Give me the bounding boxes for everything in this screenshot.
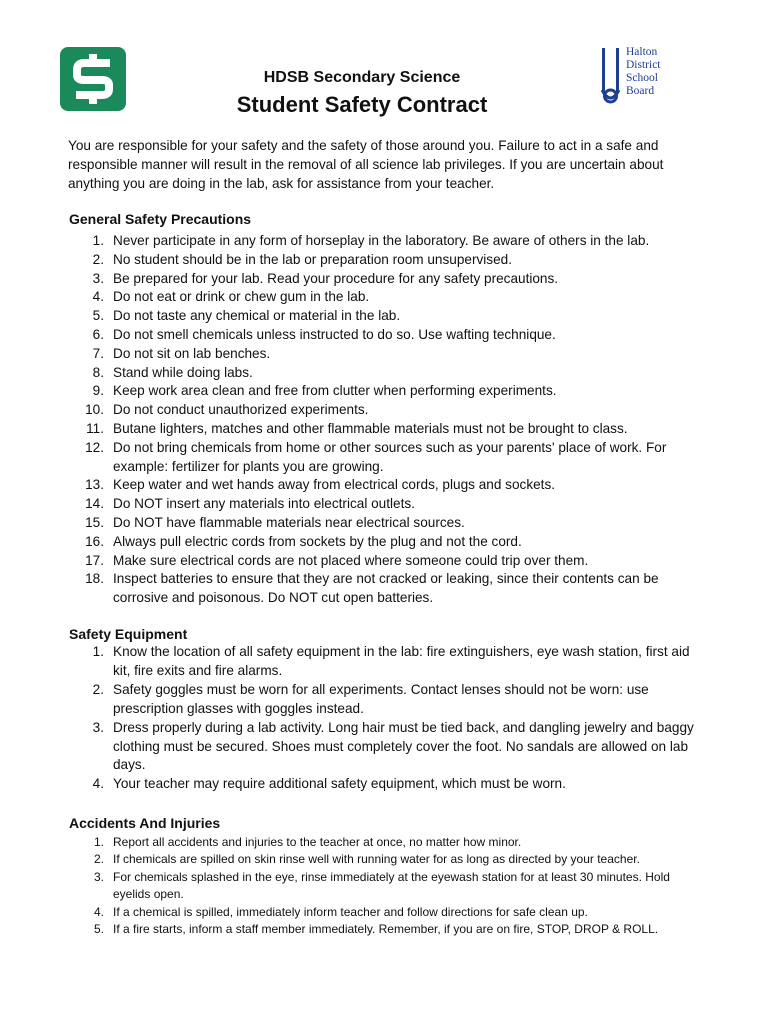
header-subtitle: HDSB Secondary Science xyxy=(263,69,461,86)
item-number: 4. xyxy=(93,904,104,919)
list-item xyxy=(68,643,708,681)
list-item xyxy=(68,401,708,420)
item-text: Do not taste any chemical or material in the lab. xyxy=(113,308,401,324)
item-number: 13. xyxy=(85,477,104,493)
list-item xyxy=(68,904,708,921)
list-item xyxy=(68,476,708,495)
item-number: 18. xyxy=(85,571,104,587)
item-text: Be prepared for your lab. Read your procedure for any safety precautions. xyxy=(113,270,559,286)
list-item xyxy=(68,420,708,439)
item-text: For chemicals splashed in the eye, rinse immediately at the eyewash station for at least 30 minutes. Hold eyelids open. xyxy=(113,869,670,902)
section-heading-general: General Safety Precautions xyxy=(69,211,252,227)
list-item xyxy=(68,232,708,251)
item-number: 3. xyxy=(92,719,104,735)
board-logo xyxy=(599,46,709,116)
safety-equipment-list xyxy=(68,643,708,795)
list-item xyxy=(68,681,708,719)
item-number: 8. xyxy=(92,364,104,380)
list-item xyxy=(68,382,708,401)
item-number: 6. xyxy=(92,326,104,342)
item-text: Do not smell chemicals unless instructed to do so. Use wafting technique. xyxy=(113,326,556,342)
accidents-list xyxy=(68,834,708,938)
list-item xyxy=(68,921,708,938)
item-number: 5. xyxy=(93,922,104,937)
board-name xyxy=(626,46,661,98)
list-item xyxy=(68,834,708,851)
item-text: Keep water and wet hands away from electrical cords, plugs and sockets. xyxy=(113,477,556,493)
list-item xyxy=(68,851,708,868)
item-number: 1. xyxy=(93,835,104,849)
item-text: Report all accidents and injuries to the teacher at once, no matter how minor. xyxy=(113,835,522,849)
item-text: Do NOT insert any materials into electrical outlets. xyxy=(113,496,415,512)
item-number: 10. xyxy=(85,402,104,418)
list-item xyxy=(68,439,708,477)
item-text: Do not conduct unauthorized experiments. xyxy=(113,402,369,418)
list-item xyxy=(68,307,708,326)
item-text: Always pull electric cords from sockets by the plug and not the cord. xyxy=(113,533,522,549)
item-text: Stand while doing labs. xyxy=(113,364,253,380)
item-text: Butane lighters, matches and other flammable materials must not be brought to class. xyxy=(113,420,628,436)
intro-paragraph: You are responsible for your safety and the safety of those around you. Failure to act in a safe and responsible manner will result in the removal of all science lab privileges. If you are uncertain about anything you are doing in the lab, ask for assistance from your teacher. xyxy=(68,138,664,191)
item-text: Do not bring chemicals from home or other sources such as your parents' place of work. For example: fertilizer for plants you are growing. xyxy=(113,439,667,474)
board-line: Board xyxy=(626,85,655,97)
item-number: 16. xyxy=(85,533,104,549)
board-line: Halton xyxy=(626,46,658,58)
item-text: No student should be in the lab or preparation room unsupervised. xyxy=(113,251,512,267)
item-text: Do not eat or drink or chew gum in the lab. xyxy=(113,289,370,305)
board-line: School xyxy=(626,72,658,84)
s-emblem-icon xyxy=(60,47,126,111)
item-number: 7. xyxy=(92,345,104,361)
item-text: If chemicals are spilled on skin rinse well with running water for as long as directed by your teacher. xyxy=(113,852,640,867)
list-item xyxy=(68,570,708,608)
item-text: If a chemical is spilled, immediately inform teacher and follow directions for safe clean up. xyxy=(113,904,588,919)
item-number: 15. xyxy=(85,514,104,530)
item-text: Do NOT have flammable materials near electrical sources. xyxy=(113,514,465,530)
list-item xyxy=(68,288,708,307)
document-header xyxy=(160,68,564,120)
item-number: 4. xyxy=(92,776,104,792)
item-number: 5. xyxy=(92,308,104,324)
item-number: 11. xyxy=(86,420,104,436)
item-number: 4. xyxy=(92,289,104,305)
item-number: 3. xyxy=(93,869,104,884)
list-item xyxy=(68,495,708,514)
list-item xyxy=(68,552,708,571)
list-item xyxy=(68,251,708,270)
item-number: 9. xyxy=(92,383,104,399)
item-text: If a fire starts, inform a staff member immediately. Remember, if you are on fire, STOP, DROP & ROLL. xyxy=(113,922,659,937)
list-item xyxy=(68,533,708,552)
item-number: 17. xyxy=(85,552,104,568)
school-logo xyxy=(60,47,126,111)
item-number: 1. xyxy=(92,644,104,659)
item-text: Dress properly during a lab activity. Long hair must be tied back, and dangling jewelry and baggy clothing must be secured. Shoes must completely cover the foot. No sandals are allowed on lab days. xyxy=(113,719,694,773)
list-item xyxy=(68,514,708,533)
item-number: 1. xyxy=(92,233,104,248)
list-item xyxy=(68,775,708,794)
item-number: 2. xyxy=(92,681,104,697)
list-item xyxy=(68,364,708,383)
list-item xyxy=(68,869,708,904)
item-number: 2. xyxy=(92,251,104,267)
item-text: Know the location of all safety equipment in the lab: fire extinguishers, eye wash station, first aid kit, fire exits and fire alarms. xyxy=(113,644,690,678)
item-number: 3. xyxy=(92,270,104,286)
item-text: Inspect batteries to ensure that they are not cracked or leaking, since their contents can be corrosive and poisonous. Do NOT cut open batteries. xyxy=(113,571,659,606)
list-item xyxy=(68,345,708,364)
general-precautions-list xyxy=(68,232,708,608)
list-item xyxy=(68,326,708,345)
item-number: 12. xyxy=(85,439,104,455)
document-title: Student Safety Contract xyxy=(236,92,488,117)
item-text: Keep work area clean and free from clutter when performing experiments. xyxy=(113,383,557,399)
item-text: Safety goggles must be worn for all experiments. Contact lenses should not be worn: use prescription glasses with goggles instead. xyxy=(113,681,649,716)
item-text: Do not sit on lab benches. xyxy=(113,345,271,361)
section-heading-equipment: Safety Equipment xyxy=(69,626,188,642)
item-text: Your teacher may require additional safety equipment, which must be worn. xyxy=(113,776,566,792)
item-number: 2. xyxy=(93,852,104,867)
section-heading-accidents: Accidents And Injuries xyxy=(69,815,221,831)
item-text: Never participate in any form of horseplay in the laboratory. Be aware of others in the lab. xyxy=(113,233,650,248)
item-number: 14. xyxy=(85,496,104,512)
board-emblem-icon xyxy=(599,46,623,116)
item-text: Make sure electrical cords are not placed where someone could trip over them. xyxy=(113,552,589,568)
board-line: District xyxy=(626,59,661,71)
list-item xyxy=(68,719,708,775)
list-item xyxy=(68,270,708,289)
